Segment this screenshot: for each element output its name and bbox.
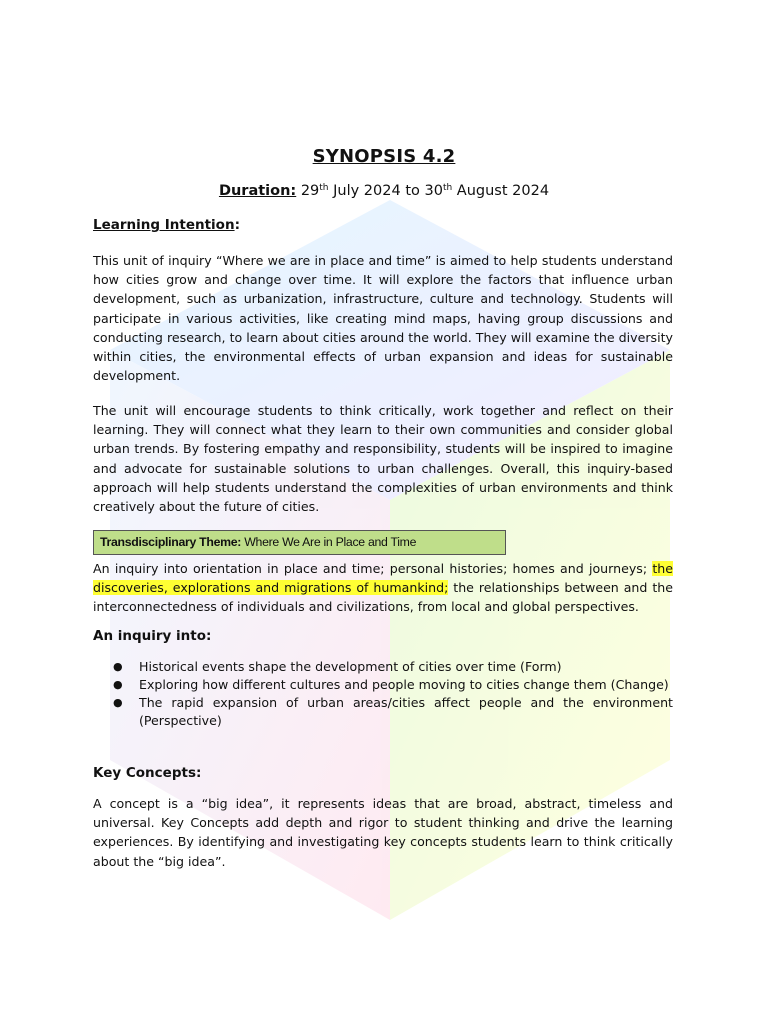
theme-description (93, 559, 673, 617)
bullet-icon: ● (113, 678, 123, 691)
bullet-icon: ● (113, 660, 123, 673)
key-concepts-heading: Key Concepts: (93, 765, 202, 781)
end-day-suffix: th (442, 183, 453, 193)
duration-label: Duration: (218, 183, 297, 199)
list-item (93, 658, 673, 676)
learning-intention-paragraph-1: This unit of inquiry “Where we are in place and time” is aimed to help students understand how cities grow and change over time. It will explore the factors that influence urban development, such as urbanization, infrastructure, culture and technology. Students will participate in various activities, like creating mind maps, having group discussions and conducting research, to learn about cities around the world. They will examine the diversity within cities, the environmental effects of urban expansion and ideas for sustainable development. (93, 253, 673, 384)
page-title: SYNOPSIS 4.2 (312, 146, 456, 167)
transdisciplinary-theme-bar (93, 530, 506, 555)
theme-value: Where We Are in Place and Time (244, 535, 417, 549)
learning-intention-paragraph-2: The unit will encourage students to think critically, work together and reflect on their learning. They will connect what they learn to their own communities and consider global urban trends. By fostering empathy and responsibility, students will be inspired to imagine and advocate for sustainable solutions to urban challenges. Overall, this inquiry-based approach will help students understand the complexities of urban environments and think creatively about the future of cities. (93, 403, 673, 515)
learning-intention-heading (93, 217, 240, 233)
inquiry-item-text: The rapid expansion of urban areas/cities affect people and the environment (Perspective) (139, 695, 673, 728)
inquiry-heading: An inquiry into: (93, 628, 212, 644)
start-rest: July 2024 to (333, 183, 420, 199)
end-day: 30 (424, 183, 443, 199)
inquiry-list (93, 658, 673, 730)
inquiry-item-text: Historical events shape the development of cities over time (Form) (139, 659, 562, 674)
list-item (93, 694, 673, 730)
duration-line (0, 183, 768, 199)
theme-desc-before: An inquiry into orientation in place and time; personal histories; homes and journeys; (93, 561, 648, 576)
theme-desc-highlight: the discoveries, explorations and migrations of humankind; (93, 561, 673, 596)
learning-intention-heading-text: Learning Intention (93, 217, 235, 233)
key-concepts-paragraph: A concept is a “big idea”, it represents ideas that are broad, abstract, timeless and universal. Key Concepts add depth and rigor to student thinking and drive the learning experiences. By identifying and investigating key concepts students learn to think critically about the “big idea”. (93, 796, 673, 869)
theme-label: Transdisciplinary Theme: (100, 535, 242, 549)
learning-intention-colon: : (234, 217, 240, 233)
start-day-suffix: th (319, 183, 329, 193)
inquiry-item-text: Exploring how different cultures and people moving to cities change them (Change) (139, 677, 669, 692)
end-rest: August 2024 (456, 183, 550, 199)
start-day: 29 (300, 183, 320, 199)
theme-desc-after: the relationships between and the interconnectedness of individuals and civilizations, from local and global perspectives. (93, 580, 673, 615)
list-item (93, 676, 673, 694)
bullet-icon: ● (113, 696, 123, 709)
